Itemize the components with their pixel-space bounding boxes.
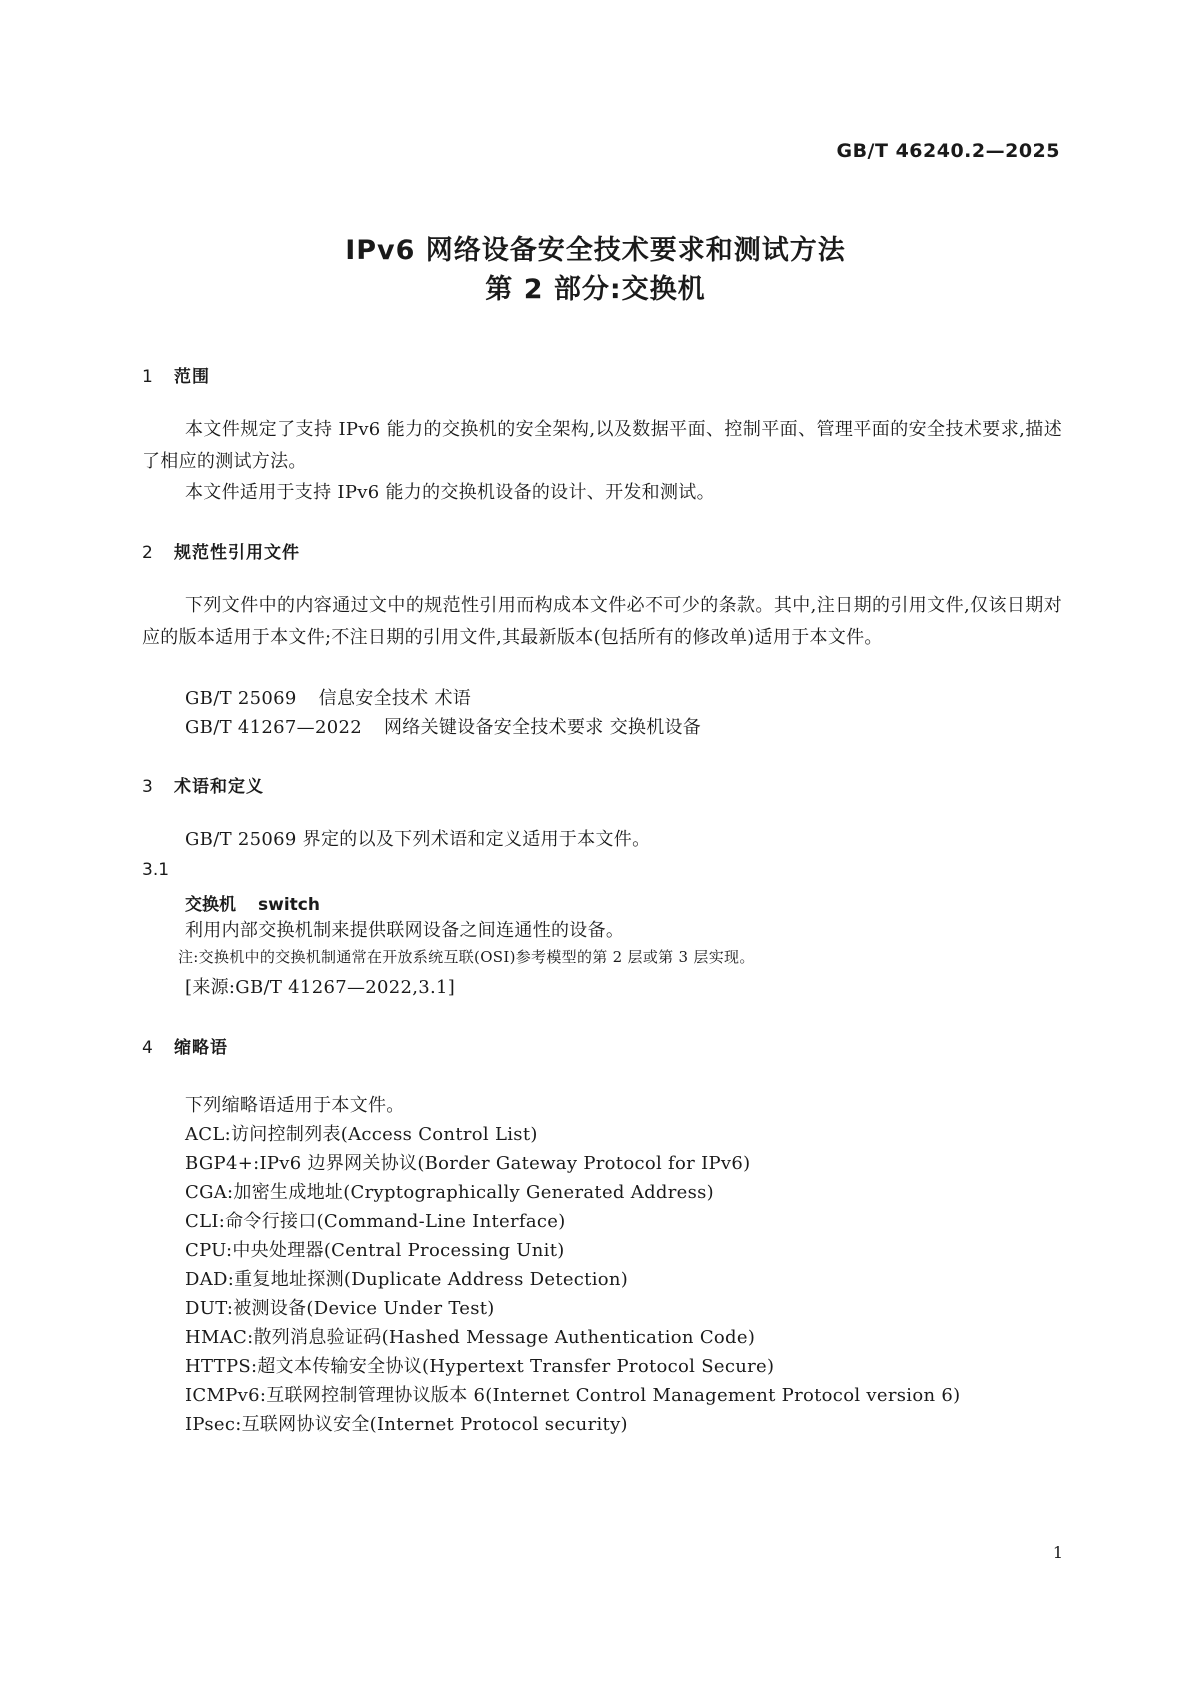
abbreviation-item: ACL:访问控制列表(Access Control List) [185,1124,538,1145]
reference-item [185,713,701,739]
doc-title-line1: IPv6 网络设备安全技术要求和测试方法 [345,235,846,266]
section-3-heading [142,772,264,797]
abbreviation-item: HMAC:散列消息验证码(Hashed Message Authentication Code) [185,1327,756,1348]
abbreviation-item: HTTPS:超文本传输安全协议(Hypertext Transfer Protocol Secure) [185,1356,775,1377]
section-number: 2 [142,543,154,563]
section-3-para-1: GB/T 25069 界定的以及下列术语和定义适用于本文件。 [185,829,651,850]
abbreviation-item: BGP4+:IPv6 边界网关协议(Border Gateway Protocol for IPv6) [185,1153,751,1174]
term-en: switch [258,895,320,915]
section-2-heading [142,538,300,563]
reference-item [185,684,471,710]
section-4-heading [142,1033,228,1058]
section-1-para-1: 本文件规定了支持 IPv6 能力的交换机的安全架构,以及数据平面、控制平面、管理平面的安全技术要求,描述了相应的测试方法。 [142,419,1062,472]
reference-title: 网络关键设备安全技术要求 交换机设备 [383,717,702,738]
section-title: 范围 [174,367,210,387]
section-number: 1 [142,367,154,387]
term-note: 注:交换机中的交换机制通常在开放系统互联(OSI)参考模型的第 2 层或第 3 层实现。 [178,948,755,966]
section-4-para-1: 下列缩略语适用于本文件。 [185,1095,405,1116]
abbreviation-item: DUT:被测设备(Device Under Test) [185,1298,495,1319]
abbreviation-item: IPsec:互联网协议安全(Internet Protocol security) [185,1414,628,1435]
section-number: 3 [142,777,154,797]
section-1-para-2: 本文件适用于支持 IPv6 能力的交换机设备的设计、开发和测试。 [185,482,715,503]
term-definition: 利用内部交换机制来提供联网设备之间连通性的设备。 [185,920,625,941]
section-number: 4 [142,1038,154,1058]
reference-title: 信息安全技术 术语 [318,688,472,709]
reference-code: GB/T 25069 [185,688,297,709]
section-1-heading [142,362,210,387]
section-2-para-1: 下列文件中的内容通过文中的规范性引用而构成本文件必不可少的条款。其中,注日期的引用文件,仅该日期对应的版本适用于本文件;不注日期的引用文件,其最新版本(包括所有的修改单)适用于本文件。 [142,595,1062,648]
abbreviation-item: CPU:中央处理器(Central Processing Unit) [185,1240,565,1261]
standard-code: GB/T 46240.2—2025 [836,140,1060,162]
section-title: 缩略语 [174,1038,228,1058]
reference-code: GB/T 41267—2022 [185,717,362,738]
term-zh: 交换机 [185,895,236,915]
term-number: 3.1 [142,860,170,880]
term-name [185,890,320,915]
term-source: [来源:GB/T 41267—2022,3.1] [185,977,456,998]
page-number: 1 [1052,1543,1063,1562]
abbreviation-item: CLI:命令行接口(Command-Line Interface) [185,1211,566,1232]
section-title: 规范性引用文件 [174,543,300,563]
abbreviation-item: DAD:重复地址探测(Duplicate Address Detection) [185,1269,629,1290]
section-title: 术语和定义 [174,777,264,797]
doc-title-line2: 第 2 部分:交换机 [485,274,706,305]
abbreviation-item: CGA:加密生成地址(Cryptographically Generated Address) [185,1182,714,1203]
abbreviation-item: ICMPv6:互联网控制管理协议版本 6(Internet Control Management Protocol version 6) [185,1385,961,1406]
